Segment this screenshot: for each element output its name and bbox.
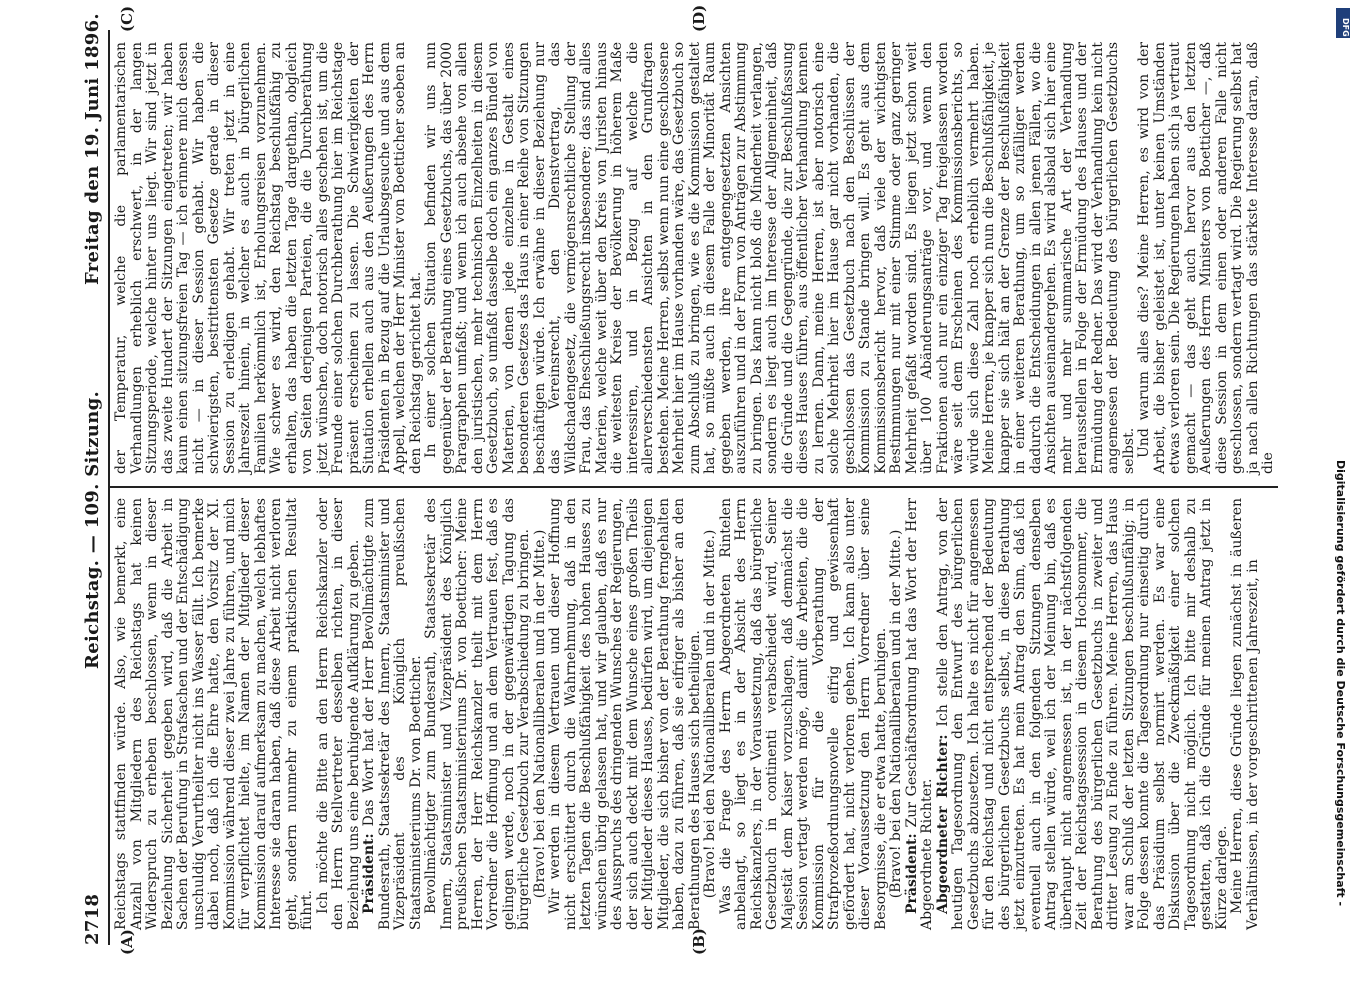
paragraph (316, 498, 363, 930)
running-header-date: Freitag den 19. Juni 1896. (82, 13, 103, 285)
paragraph-text: Meine Herren, diese Gründe liegen zunächst in äußeren Verhältnissen, in der vorgeschrittenen Jahreszeit, in (1229, 498, 1261, 930)
paragraph (703, 498, 719, 930)
paragraph (114, 42, 424, 474)
paragraph-text: (Bravo! bei den Nationalliberalen und in der Mitte.) (888, 529, 904, 899)
paragraph (548, 498, 703, 930)
paragraph (1137, 42, 1277, 474)
paragraph-text: Ich möchte die Bitte an den Herrn Reichskanzler oder den Herrn Stellvertreter desselben richten, in dieser Beziehung uns eine beruhigende Aufklärung zu geben. (314, 498, 362, 930)
speaker-label: Präsident: (903, 833, 920, 914)
paragraph-text: der Temperatur, welche die parlamentarischen Verhandlungen erheblich erschwert, in der langen Sitzungsperiode, welche hinter uns liegt. Wir sind jetzt in das zweite Hundert der Sitzungen eingetreten; wir haben kaum einen sitzungsfreien Tag — ich erinnere mich dessen nicht — in dieser Session gehabt. Wir haben die schwierigsten, bestrittensten Gesetze gerade in dieser Session zu erledigen gehabt. Wir treten jetzt in eine Jahreszeit hinein, in welcher es auch in bürgerlichen Familien herkömmlich ist, Erholungsreisen vorzunehmen. Wie schwer es wird, den Reichstag beschlußfähig zu erhalten, das haben die letzten Tage dargethan, obgleich von Seiten derjenigen Parteien, die die Durchberathung jetzt wünschen, doch notorisch alles geschehen ist, um die Freunde einer solchen Durchberathung hier im Reichstage präsent erscheinen zu lassen. Die Schwierigkeiten der Situation erhellen auch aus den Aeußerungen des Herrn Präsidenten in Bezug auf die Urlaubsgesuche und aus dem Appell, welchen der Herr Minister von Boetticher soeben an den Reichstag gerichtet hat. (113, 42, 424, 474)
paragraph-text: In einer solchen Situation befinden wir uns nun gegenüber der Berathung eines Gesetzbuchs, das über 2000 Paragraphen umfaßt; und wenn ich auch absehe von allen den juristischen, mehr technischen Einzelheiten in diesem Gesetzbuch, so umfaßt dasselbe doch ein ganzes Bündel von Materien, von denen jede einzelne in Gestalt eines besonderen Gesetzes das Haus in einer Reihe von Sitzungen beschäftigen würde. Ich erwähne in dieser Beziehung nur das Vereinsrecht, den Dienstvertrag, das Wildschadengesetz, die vermögensrechtliche Stellung der Frau, das Eheschließungsrecht insbesondere; das sind alles Materien, welche weit über den Kreis von Juristen hinaus die weitesten Kreise der Bevölkerung in höherem Maße interessiren, und in Bezug auf welche die allerverschiedensten Ansichten in den Grundfragen bestehen. Meine Herren, selbst wenn nun eine geschlossene Mehrheit hier im Hause vorhanden wäre, das Gesetzbuch so zum Abschluß zu bringen, wie es die Kommission gestaltet hat, so müßte auch in diesem Falle der Minorität Raum gegeben werden, ihre entgegengesetzten Ansichten auszuführen und in der Form von Anträgen zur Abstimmung zu bringen. Das kann nicht bloß die Minderheit verlangen, sondern es liegt auch im Interesse der Allgemeinheit, daß die Gründe und die Gegengründe, die zur Beschlußfassung dieses Hauses führen, aus öffentlicher Verhandlung kennen zu lernen. Dann, meine Herren, ist aber notorisch eine solche Mehrheit hier im Hause gar nicht vorhanden, die geschlossen das Gesetzbuch nach den Beschlüssen der Kommission zu Stande bringen will. Es geht aus dem Kommissionsbericht hervor, daß viele der wichtigsten Bestimmungen nur mit einer Stimme oder ganz geringer Mehrheit gefaßt worden sind. Es liegen jetzt schon weit über 100 Abänderungsanträge vor, und wenn den Fraktionen auch nur ein einziger Tag freigelassen worden wäre seit dem Erscheinen des Kommissionsberichts, so würde sich diese Zahl noch erheblich vermehrt haben. Meine Herren, je knapper sich nun die Beschlußfähigkeit, je knapper sie sich hält an der Grenze der Beschlußfähigkeit in einer weiteren Berathung, um so zufälliger werden dadurch die Entscheidungen in allen jenen Fällen, wo die Ansichten auseinandergehen. Es wird alsbald sich hier eine mehr und mehr summarische Art der Verhandlung herausstellen in Folge der Ermüdung des Hauses und der Ermüdung der Redner. Das wird der Verhandlung kein nicht angemessen der Bedeutung des bürgerlichen Gesetzbuchs selbst. (423, 42, 1137, 474)
paragraph (362, 498, 424, 930)
paragraph-text: (Bravo! bei den Nationalliberalen und in der Mitte.) (702, 529, 718, 899)
digitization-note-text: Digitalisierung gefördert durch die Deutsche Forschungsgemeinschaft - (1334, 460, 1347, 907)
paragraph (1230, 498, 1261, 930)
right-column (114, 42, 1274, 474)
paragraph-text: Reichstags stattfinden würde. Also, wie bemerkt, eine Anzahl von Mitgliedern des Reichstags hat keinen Widerspruch zu erheben beschlossen, wenn in dieser Beziehung Sicherheit gegeben wird, daß die Arbeit in Sachen der Berufung in Strafsachen und der Entschädigung unschuldig Verurtheilter nicht ins Wasser fällt. Ich bemerke dabei noch, daß ich die Ehre hatte, den Vorsitz der XI. Kommission während dieser zwei Jahre zu führen, und mich für verpflichtet hielte, im Namen der Mitglieder dieser Kommission darauf aufmerksam zu machen, welch lebhaftes Interesse sie daran haben, daß diese Arbeit nicht verloren geht, sondern nunmehr zu einem praktischen Resultat führt. (113, 498, 315, 930)
margin-mark-a: (A) (118, 929, 136, 955)
paragraph-text: Wir werden in diesem Vertrauen und dieser Hoffnung nicht erschüttert durch die Wahrnehmung, daß in den letzten Tagen die Beschlußfähigkeit des hohen Hauses zu wünschen übrig gelassen hat, und wir glauben, daß es nur des Ausspruchs des dringenden Wunsches der Regierungen, der sich auch deckt mit dem Wunsche eines großen Theils der Mitglieder dieses Hauses, bedürfen wird, um diejenigen Mitglieder, die sich bisher von der Berathung ferngehalten haben, dazu zu führen, daß sie eifriger als bisher an den Berathungen des Hauses sich betheiligen. (547, 498, 703, 930)
paragraph-text: Was die Frage des Herrn Abgeordneten Rintelen anbelangt, so liegt es in der Absicht des Herrn Reichskanzlers, in der Voraussetzung, daß das bürgerliche Gesetzbuch in continenti verabschiedet wird, Seiner Majestät dem Kaiser vorzuschlagen, daß demnächst die Session vertagt werden möge, damit die Arbeiten, die die Kommission für die Vorberathung der Strafprozeßordnungsnovelle eifrig und gewissenhaft gefördert hat, nicht verloren gehen. Ich kann also unter dieser Voraussetzung den Herrn Vorredner über seine Besorgnisse, die er etwa hatte, beruhigen. (717, 498, 889, 930)
column-divider (108, 486, 1278, 488)
paragraph-text: Und warum alles dies? Meine Herren, es wird von der Arbeit, die bisher geleistet ist, unter keinen Umständen etwas verloren sein. Die Regierungen haben sich ja vertraut gemacht — das geht auch hervor aus den letzten Aeußerungen des Herrn Ministers von Boetticher —, daß diese Session in dem einen oder anderen Falle nicht geschlossen, sondern vertagt wird. Die Regierung selbst hat ja nach allen Richtungen das stärkste Interesse daran, daß die (1136, 42, 1276, 474)
left-column (114, 498, 1274, 930)
paragraph-text: Ich stelle den Antrag, von der heutigen Tagesordnung den Entwurf des bürgerlichen Gesetzbuchs abzusetzen. Ich halte es nicht für angemessen für den Reichstag und nicht entsprechend der Bedeutung des bürgerlichen Gesetzbuchs selbst, in diese Berathung jetzt einzutreten. Es hat mein Antrag den Sinn, daß ich eventuell auch in den folgenden Sitzungen denselben Antrag stellen würde, weil ich der Meinung bin, daß es überhaupt nicht angemessen ist, in der nächstfolgenden Zeit der Reichstagssession in diesem Hochsommer, die Berathung des bürgerlichen Gesetzbuchs in zweiter und dritter Lesung zu Ende zu führen. Meine Herren, das Haus war am Schluß der letzten Sitzungen beschlußunfähig; in Folge dessen konnte die Tagesordnung nur einseitig durch das Präsidium selbst normirt werden. Es war eine Diskussion über die Zweckmäßigkeit einer solchen Tagesordnung nicht möglich. Ich bitte mir deshalb zu gestatten, daß ich die Gründe für meinen Antrag jetzt in Kürze darlege. (934, 498, 1230, 930)
margin-mark-c: (C) (118, 5, 136, 32)
paragraph (424, 42, 1137, 474)
paragraph (719, 498, 890, 930)
paragraph-text: (Bravo! bei den Nationalliberalen und in der Mitte.) (531, 529, 548, 899)
dfg-logo (1336, 8, 1350, 38)
paragraph (424, 498, 533, 930)
speaker-label: Präsident: (361, 833, 377, 914)
dfg-logo-text: DFG (1341, 18, 1350, 37)
paragraph (936, 498, 1231, 930)
paragraph (889, 498, 905, 930)
paragraph-text: Zur Geschäftsordnung hat das Wort der Herr Abgeordnete Richter. (903, 498, 935, 930)
paragraph (533, 498, 549, 930)
paragraph (114, 498, 316, 930)
paragraph-text: Bevollmächtigter zum Bundesrath, Staatssekretär des Innern, Staatsminister und Vizepräsident des Königlich preußischen Staatsministeriums Dr. von Boetticher: Meine Herren, der Herr Reichskanzler theilt mit dem Herrn Vorredner die Hoffnung und an dem Vertrauen fest, daß es gelingen werde, noch in der gegenwärtigen Tagung das bürgerliche Gesetzbuch zur Verabschiedung zu bringen. (423, 498, 532, 930)
margin-mark-d: (D) (690, 4, 708, 32)
running-header-session: Reichstag. — 109. Sitzung. (82, 390, 103, 670)
digitization-note (1332, 460, 1352, 1000)
page-number: 2718 (82, 893, 103, 945)
margin-mark-b: (B) (690, 928, 708, 955)
paragraph (905, 498, 936, 930)
speaker-label: Abgeordneter Richter: (934, 734, 951, 914)
paragraph-text: Das Wort hat der Herr Bevollmächtigte zum Bundesrath, Staatssekretär des Innern, Staatsminister und Vizepräsident des Königlich preußischen Staatsministeriums Dr. von Boetticher. (361, 498, 424, 930)
